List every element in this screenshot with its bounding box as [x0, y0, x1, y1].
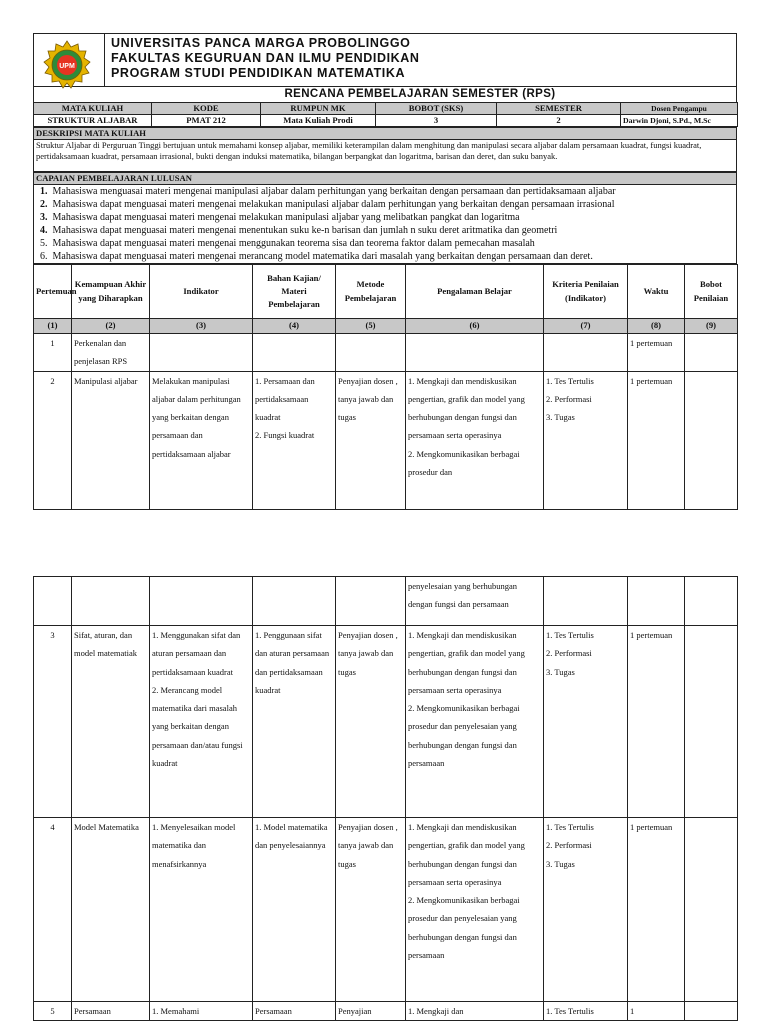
col-header: Metode Pembelajaran — [336, 265, 406, 319]
course-info-table — [33, 102, 738, 127]
cell-indikator: 1. Memahami — [150, 1002, 253, 1021]
table-row — [34, 818, 738, 1002]
cpl-item: 4. Mahasiswa dapat menguasai materi mengenai menentukan suku ke-n barisan dan jumlah n suku deret aritmatika dan geometri — [40, 225, 558, 236]
cell-pertemuan: 4 — [34, 818, 72, 1002]
cell-indikator: Melakukan manipulasi aljabar dalam perhitungan yang berkaitan dengan persamaan dan pertidaksamaan aljabar — [150, 371, 253, 509]
cell-pengalaman: 1. Mengkaji dan mendiskusikan pengertian, grafik dan model yang berhubungan dengan fungsi dan persamaan serta operasinya 2. Mengkomunikasikan berbagai prosedur dan — [406, 371, 544, 509]
table-row — [34, 1002, 738, 1021]
col-header: Kriteria Penilaian (Indikator) — [544, 265, 628, 319]
table-row — [34, 371, 738, 509]
cell-kriteria: 1. Tes Tertulis 2. Performasi 3. Tugas — [544, 371, 628, 509]
col-number: (3) — [150, 319, 253, 334]
cell-metode — [336, 577, 406, 626]
value-semester: 2 — [497, 115, 621, 127]
rps-table-page2 — [33, 576, 738, 1021]
value-mata-kuliah: STRUKTUR ALJABAR — [34, 115, 152, 127]
rps-table-page1 — [33, 264, 738, 510]
cell-waktu: 1 pertemuan — [628, 626, 685, 818]
label-bobot: BOBOT (SKS) — [376, 103, 497, 115]
cell-bobot — [685, 626, 738, 818]
program-line: PROGRAM STUDI PENDIDIKAN MATEMATIKA — [111, 66, 406, 80]
label-semester: SEMESTER — [497, 103, 621, 115]
cell-metode — [336, 334, 406, 372]
cell-bobot — [685, 334, 738, 372]
page-1 — [33, 33, 737, 510]
cell-kriteria: 1. Tes Tertulis 2. Performasi 3. Tugas — [544, 818, 628, 1002]
cpl-item: 6. Mahasiswa dapat menguasai materi mengenai merancang model matematika dari masalah yang berkaitan dengan persamaan dan deret. — [40, 251, 593, 262]
cell-pengalaman: 1. Mengkaji dan mendiskusikan pengertian, grafik dan model yang berhubungan dengan fungsi dan persamaan serta operasinya 2. Mengkomunikasikan berbagai prosedur dan penyelesaian yang berhubungan dengan fungsi dan persamaan — [406, 818, 544, 1002]
col-header: Bahan Kajian/ Materi Pembelajaran — [253, 265, 336, 319]
cell-bahan: 1. Penggunaan sifat dan aturan persamaan dan pertidaksamaan kuadrat — [253, 626, 336, 818]
table-row — [34, 626, 738, 818]
cell-waktu: 1 pertemuan — [628, 334, 685, 372]
col-number: (9) — [685, 319, 738, 334]
cell-pertemuan: 1 — [34, 334, 72, 372]
cell-pengalaman — [406, 334, 544, 372]
cell-indikator — [150, 577, 253, 626]
cell-indikator: 1. Menyelesaikan model matematika dan menafsirkannya — [150, 818, 253, 1002]
cell-kriteria: 1. Tes Tertulis — [544, 1002, 628, 1021]
logo-cell-divider — [104, 34, 105, 86]
cell-pengalaman: 1. Mengkaji dan mendiskusikan pengertian, grafik dan model yang berhubungan dengan fungsi dan persamaan serta operasinya 2. Mengkomunikasikan berbagai prosedur dan penyelesaian yang berhubungan dengan fungsi dan persamaan — [406, 626, 544, 818]
cell-kemampuan — [72, 577, 150, 626]
label-mata-kuliah: MATA KULIAH — [34, 103, 152, 115]
col-header: Kemampuan Akhir yang Diharapkan — [72, 265, 150, 319]
cell-pertemuan: 5 — [34, 1002, 72, 1021]
university-line: UNIVERSITAS PANCA MARGA PROBOLINGGO — [111, 36, 411, 50]
description-label: DESKRIPSI MATA KULIAH — [34, 128, 737, 140]
value-rumpun: Mata Kuliah Prodi — [261, 115, 376, 127]
col-header: Indikator — [150, 265, 253, 319]
cell-bahan: 1. Model matematika dan penyelesaiannya — [253, 818, 336, 1002]
cell-waktu: 1 — [628, 1002, 685, 1021]
institution-header — [33, 33, 737, 86]
institution-name — [111, 36, 420, 81]
cell-bobot — [685, 577, 738, 626]
cell-kemampuan: Model Matematika — [72, 818, 150, 1002]
value-bobot: 3 — [376, 115, 497, 127]
col-number: (1) — [34, 319, 72, 334]
cell-bahan — [253, 577, 336, 626]
cpl-table — [33, 172, 737, 264]
col-number: (2) — [72, 319, 150, 334]
cell-kemampuan: Sifat, aturan, dan model matematiak — [72, 626, 150, 818]
cell-pengalaman: 1. Mengkaji dan — [406, 1002, 544, 1021]
col-number: (6) — [406, 319, 544, 334]
cell-metode: Penyajian dosen , tanya jawab dan tugas — [336, 818, 406, 1002]
col-header: Waktu — [628, 265, 685, 319]
table-row — [34, 334, 738, 372]
label-kode: KODE — [152, 103, 261, 115]
cell-bobot — [685, 818, 738, 1002]
cell-metode: Penyajian dosen , tanya jawab dan tugas — [336, 371, 406, 509]
faculty-line: FAKULTAS KEGURUAN DAN ILMU PENDIDIKAN — [111, 51, 420, 65]
value-dosen: Darwin Djoni, S.Pd., M.Sc — [621, 115, 738, 127]
document-title: RENCANA PEMBELAJARAN SEMESTER (RPS) — [284, 88, 556, 100]
cell-pertemuan: 3 — [34, 626, 72, 818]
description-text: Struktur Aljabar di Perguruan Tinggi bertujuan untuk memahami konsep aljabar, memiliki keterampilan dalam menghitung dan manipulasi secara aljabar dalam persamaan kuadrat, fungsi kuadrat, pertidaksamaan kuadrat, persamaan irrasional, bukti dengan induksi matematika, bilangan berpangkat dan logaritma, barisan dan deret, dan suku banyak. — [34, 140, 737, 172]
cpl-item: 5. Mahasiswa dapat menguasai materi mengenai menggunakan teorema sisa dan teorema faktor dalam pemecahan masalah — [40, 238, 535, 249]
cpl-item: 3. Mahasiswa dapat menguasai materi mengenai melakukan manipulasi aljabar yang melibatkan pangkat dan logaritma — [40, 212, 520, 223]
cpl-label: CAPAIAN PEMBELAJARAN LULUSAN — [34, 173, 737, 185]
value-kode: PMAT 212 — [152, 115, 261, 127]
cell-metode: Penyajian — [336, 1002, 406, 1021]
cell-bobot — [685, 1002, 738, 1021]
university-logo — [42, 40, 92, 90]
col-number: (8) — [628, 319, 685, 334]
col-header: Pertemuan — [34, 265, 72, 319]
cell-waktu: 1 pertemuan — [628, 818, 685, 1002]
cell-bobot — [685, 371, 738, 509]
label-rumpun: RUMPUN MK — [261, 103, 376, 115]
cell-pertemuan: 2 — [34, 371, 72, 509]
cpl-item: 1. Mahasiswa menguasai materi mengenai manipulasi aljabar dalam perhitungan yang berkaitan dengan persamaan dan pertidaksamaan aljabar — [40, 186, 616, 197]
cell-kriteria — [544, 334, 628, 372]
cell-indikator: 1. Menggunakan sifat dan aturan persamaan dan pertidaksamaan kuadrat 2. Merancang model matematika dari masalah yang berkaitan dengan persamaan dan/atau fungsi kuadrat — [150, 626, 253, 818]
col-number: (7) — [544, 319, 628, 334]
col-number: (4) — [253, 319, 336, 334]
cell-pertemuan — [34, 577, 72, 626]
cell-kriteria: 1. Tes Tertulis 2. Performasi 3. Tugas — [544, 626, 628, 818]
cell-bahan: Persamaan — [253, 1002, 336, 1021]
cell-bahan: 1. Persamaan dan pertidaksamaan kuadrat 2. Fungsi kuadrat — [253, 371, 336, 509]
cell-waktu: 1 pertemuan — [628, 371, 685, 509]
logo-text: UPM — [59, 63, 75, 70]
document-title-bar — [33, 86, 737, 102]
cell-waktu — [628, 577, 685, 626]
label-dosen: Dosen Pengampu — [621, 103, 738, 115]
cell-indikator — [150, 334, 253, 372]
cell-kriteria — [544, 577, 628, 626]
col-header: Pengalaman Belajar — [406, 265, 544, 319]
description-table — [33, 127, 737, 172]
cell-bahan — [253, 334, 336, 372]
col-number: (5) — [336, 319, 406, 334]
cell-kemampuan: Persamaan — [72, 1002, 150, 1021]
cell-kemampuan: Perkenalan dan penjelasan RPS — [72, 334, 150, 372]
cell-pengalaman: penyelesaian yang berhubungan dengan fungsi dan persamaan — [406, 577, 544, 626]
col-header: Bobot Penilaian — [685, 265, 738, 319]
cell-metode: Penyajian dosen , tanya jawab dan tugas — [336, 626, 406, 818]
cpl-item: 2. Mahasiswa dapat menguasai materi mengenai melakukan manipulasi aljabar dalam perhitungan yang berkaitan dengan persamaan irrasional — [40, 199, 615, 210]
table-row — [34, 577, 738, 626]
cell-kemampuan: Manipulasi aljabar — [72, 371, 150, 509]
page-2 — [33, 576, 737, 1021]
